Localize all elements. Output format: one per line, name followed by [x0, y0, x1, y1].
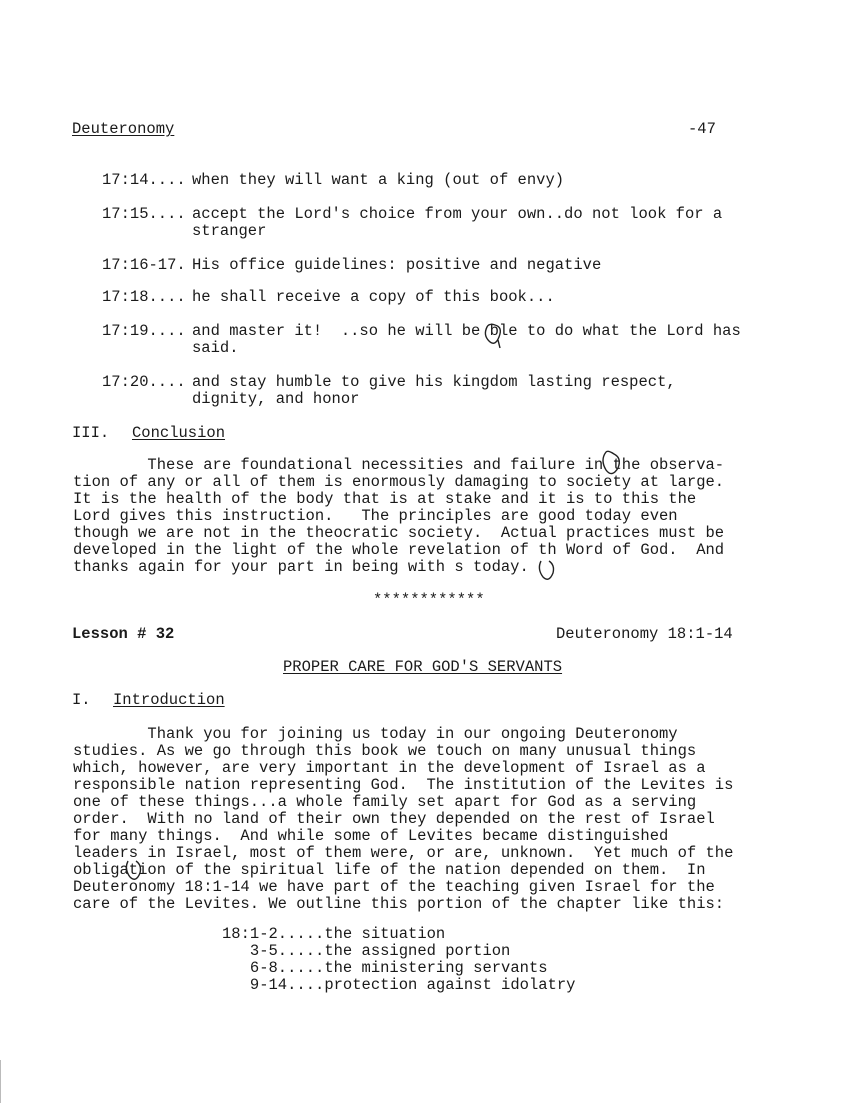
paragraph-line: Deuteronomy 18:1-14 we have part of the teaching given Israel for the — [73, 878, 715, 896]
outline-item: 9-14....protection against idolatry — [222, 976, 576, 994]
verse-text-continued: said. — [192, 339, 239, 357]
paragraph-line: These are foundational necessities and failure in the observa- — [73, 456, 725, 474]
paragraph-line: leaders in Israel, most of them were, or are, unknown. Yet much of the — [73, 844, 734, 862]
lesson-scripture: Deuteronomy 18:1-14 — [556, 625, 733, 643]
section-numeral: I. — [72, 691, 91, 709]
correction-mark — [539, 561, 553, 579]
section-heading-introduction: Introduction — [113, 691, 225, 709]
outline-item: 3-5.....the assigned portion — [222, 942, 511, 960]
paragraph-line: which, however, are very important in the development of Israel as a — [73, 759, 706, 777]
verse-text: and stay humble to give his kingdom lasting respect, — [192, 373, 676, 391]
running-header-title: Deuteronomy — [72, 120, 175, 138]
verse-text: accept the Lord's choice from your own..do not look for a — [192, 205, 723, 223]
scan-edge-artifact — [0, 1060, 11, 1103]
paragraph-line: order. With no land of their own they depended on the rest of Israel — [73, 810, 715, 828]
verse-text: His office guidelines: positive and negative — [192, 256, 602, 274]
verse-ref: 17:18.... — [102, 288, 186, 306]
verse-ref: 17:14.... — [102, 171, 186, 189]
verse-ref: 17:16-17. — [102, 256, 186, 274]
paragraph-line: tion of any or all of them is enormously damaging to society at large. — [73, 473, 725, 491]
page-number: -47 — [688, 120, 716, 138]
lesson-label: Lesson # 32 — [72, 625, 175, 643]
verse-text: he shall receive a copy of this book... — [192, 288, 555, 306]
paragraph-line: though we are not in the theocratic society. Actual practices must be — [73, 524, 725, 542]
section-numeral: III. — [72, 424, 110, 442]
paragraph-line: Thank you for joining us today in our ongoing Deuteronomy — [73, 725, 678, 743]
verse-ref: 17:20.... — [102, 373, 186, 391]
verse-text: and master it! ..so he will be ble to do what the Lord has — [192, 322, 741, 340]
verse-text-continued: dignity, and honor — [192, 390, 360, 408]
verse-text: when they will want a king (out of envy) — [192, 171, 565, 189]
outline-item: 18:1-2.....the situation — [222, 925, 446, 943]
paragraph-line: It is the health of the body that is at stake and it is to this the — [73, 490, 697, 508]
correction-mark — [126, 861, 140, 879]
outline-item: 6-8.....the ministering servants — [222, 959, 548, 977]
lesson-title: PROPER CARE FOR GOD'S SERVANTS — [283, 658, 563, 676]
verse-ref: 17:15.... — [102, 205, 186, 223]
correction-mark — [603, 451, 619, 473]
paragraph-line: Lord gives this instruction. The principles are good today even — [73, 507, 678, 525]
paragraph-line: care of the Levites. We outline this portion of the chapter like this: — [73, 895, 725, 913]
correction-mark — [498, 340, 500, 348]
paragraph-line: thanks again for your part in being with s today. — [73, 558, 529, 576]
paragraph-line: studies. As we go through this book we touch on many unusual things — [73, 742, 697, 760]
section-heading-conclusion: Conclusion — [132, 424, 226, 442]
section-separator: ************ — [373, 591, 485, 609]
paragraph-line: for many things. And while some of Levites became distinguished — [73, 827, 669, 845]
verse-ref: 17:19.... — [102, 322, 186, 340]
paragraph-line: obligation of the spiritual life of the nation depended on them. In — [73, 861, 706, 879]
paragraph-line: one of these things...a whole family set apart for God as a serving — [73, 793, 697, 811]
paragraph-line: developed in the light of the whole revelation of th Word of God. And — [73, 541, 725, 559]
paragraph-line: responsible nation representing God. The institution of the Levites is — [73, 776, 734, 794]
verse-text-continued: stranger — [192, 222, 267, 240]
